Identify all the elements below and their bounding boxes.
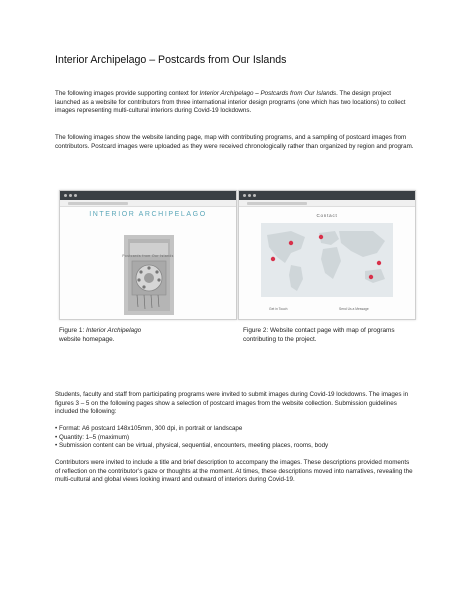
contact-page-screenshot (238, 190, 416, 320)
map-marker-3 (319, 235, 323, 239)
contact-page-title: Contact (316, 213, 338, 218)
guideline-item: • Submission content can be virtual, physical, sequential, encounters, meeting places, rooms, body (55, 442, 415, 451)
map-marker-2 (271, 257, 275, 261)
contributors-paragraph: Contributors were invited to include a title and brief description to accompany the images. These descriptions provided moments of reflection on the contributor’s gaze or thoughts at the moment. At times, these descriptions moved into narratives, revealing the multi-cultural and global views looking inward and outward of interiors during Covid-19. (55, 459, 413, 483)
map-marker-1 (289, 241, 293, 245)
figure-1-project-name: Interior Archipelago (86, 327, 142, 334)
address-bar (60, 200, 236, 207)
intro-project-name: Interior Archipelago – Postcards from Our Islands (199, 90, 337, 97)
intro-text-start: The following images provide supporting context for (55, 90, 200, 97)
address-bar (239, 200, 415, 207)
submission-paragraph: Students, faculty and staff from participating programs were invited to submit images during Covid-19 lockdowns. The images in figures 3 – 5 on the following pages show a selection of postcard images from the website collection. Submission guidelines included the following: (55, 391, 409, 415)
intro-paragraph (55, 90, 415, 116)
hero-image (124, 235, 174, 315)
figure-2-caption: Figure 2: Website contact page with map of programs contributing to the project. (243, 327, 395, 343)
document-title: Interior Archipelago – Postcards from Our Islands (55, 54, 287, 66)
guideline-item: • Format: A6 postcard 148x105mm, 300 dpi, in portrait or landscape (55, 425, 415, 434)
map-marker-5 (369, 275, 373, 279)
figure-1-description: website homepage. (59, 335, 115, 343)
figure-1-caption (59, 327, 229, 344)
get-in-touch-label: Get in Touch (269, 307, 288, 311)
map-marker-4 (377, 261, 381, 265)
browser-chrome (239, 191, 415, 200)
site-subtitle: Postcards from Our Islands (122, 254, 174, 258)
intro-text-end: . The design project launched as a website for contributors from three international interior design programs (one which has two locations) to collect images representing multi-cultural interiors during Covid-19 lockdowns. (55, 90, 406, 114)
guideline-item: • Quantity: 1–5 (maximum) (55, 434, 415, 443)
figure-1-label: Figure 1: (59, 327, 86, 334)
rotary-dial-illustration (124, 235, 174, 315)
guidelines-list (55, 425, 415, 451)
send-message-label: Send Us a Message (339, 307, 369, 311)
world-map-graphic (261, 223, 393, 297)
browser-chrome (60, 191, 236, 200)
world-map (261, 223, 393, 297)
homepage-screenshot (59, 190, 237, 320)
context-paragraph: The following images show the website landing page, map with contributing programs, and a sampling of postcard images from contributors. Postcard images were uploaded as they were received chronologically rather than organized by region and program. (55, 134, 414, 150)
site-title: INTERIOR ARCHIPELAGO (89, 211, 207, 218)
